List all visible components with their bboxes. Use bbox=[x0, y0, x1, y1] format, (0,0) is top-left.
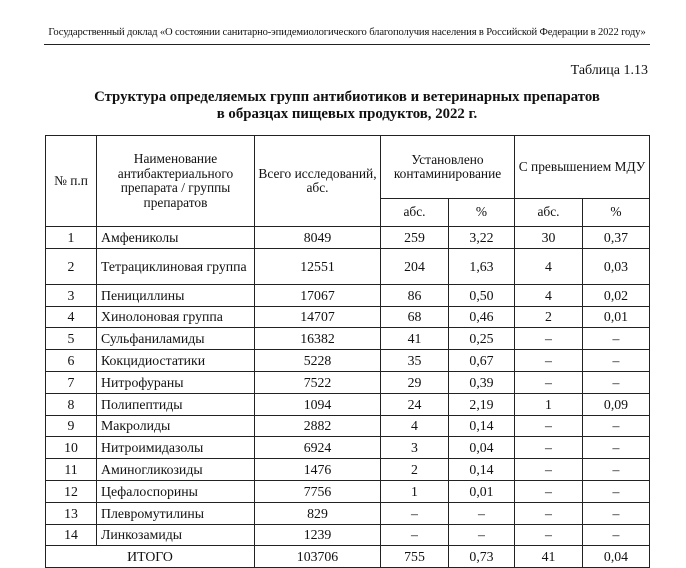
cell-name: Линкозамиды bbox=[97, 524, 255, 546]
cell-cont-abs: – bbox=[381, 524, 449, 546]
cell-num: 12 bbox=[46, 480, 97, 502]
column-header-name: Наименование антибактериального препарата / группы препаратов bbox=[97, 136, 255, 227]
cell-num: 8 bbox=[46, 393, 97, 415]
table-row bbox=[46, 371, 650, 393]
cell-exc-pct: – bbox=[583, 371, 650, 393]
table-row bbox=[46, 524, 650, 546]
total-exc-pct: 0,04 bbox=[583, 546, 650, 568]
table-header-row bbox=[46, 136, 650, 199]
cell-exc-pct: – bbox=[583, 480, 650, 502]
cell-exc-pct: – bbox=[583, 350, 650, 372]
cell-exc-abs: – bbox=[515, 415, 583, 437]
cell-exc-abs: – bbox=[515, 371, 583, 393]
cell-name: Макролиды bbox=[97, 415, 255, 437]
cell-num: 4 bbox=[46, 306, 97, 328]
cell-exc-pct: 0,01 bbox=[583, 306, 650, 328]
total-cont-pct: 0,73 bbox=[449, 546, 515, 568]
cell-cont-abs: 35 bbox=[381, 350, 449, 372]
cell-cont-pct: 0,14 bbox=[449, 459, 515, 481]
cell-total: 7756 bbox=[255, 480, 381, 502]
cell-num: 11 bbox=[46, 459, 97, 481]
total-total: 103706 bbox=[255, 546, 381, 568]
cell-num: 7 bbox=[46, 371, 97, 393]
column-header-cont-abs: абс. bbox=[381, 199, 449, 227]
cell-exc-pct: – bbox=[583, 415, 650, 437]
column-header-exc-abs: абс. bbox=[515, 199, 583, 227]
table-row bbox=[46, 306, 650, 328]
cell-name: Сульфаниламиды bbox=[97, 328, 255, 350]
cell-exc-pct: – bbox=[583, 524, 650, 546]
cell-total: 7522 bbox=[255, 371, 381, 393]
cell-name: Хинолоновая группа bbox=[97, 306, 255, 328]
total-cont-abs: 755 bbox=[381, 546, 449, 568]
cell-cont-pct: 0,04 bbox=[449, 437, 515, 459]
table-number: Таблица 1.13 bbox=[570, 63, 648, 78]
cell-num: 10 bbox=[46, 437, 97, 459]
cell-exc-abs: – bbox=[515, 350, 583, 372]
cell-total: 17067 bbox=[255, 284, 381, 306]
table-row bbox=[46, 437, 650, 459]
column-header-exceed: С превышением МДУ bbox=[515, 136, 650, 199]
cell-name: Плевромутилины bbox=[97, 502, 255, 524]
cell-cont-abs: 41 bbox=[381, 328, 449, 350]
antibiotics-table bbox=[45, 135, 650, 568]
cell-name: Полипептиды bbox=[97, 393, 255, 415]
cell-total: 2882 bbox=[255, 415, 381, 437]
table-row bbox=[46, 328, 650, 350]
cell-total: 1094 bbox=[255, 393, 381, 415]
table-row bbox=[46, 480, 650, 502]
table-row bbox=[46, 393, 650, 415]
cell-total: 5228 bbox=[255, 350, 381, 372]
cell-name: Нитрофураны bbox=[97, 371, 255, 393]
cell-cont-abs: 259 bbox=[381, 227, 449, 249]
cell-cont-abs: 86 bbox=[381, 284, 449, 306]
running-header: Государственный доклад «О состоянии санитарно-эпидемиологического благополучия населения в Российской Федерации в 2022 году» bbox=[48, 27, 646, 38]
cell-cont-abs: 2 bbox=[381, 459, 449, 481]
cell-cont-abs: 68 bbox=[381, 306, 449, 328]
cell-exc-pct: 0,03 bbox=[583, 248, 650, 284]
total-exc-abs: 41 bbox=[515, 546, 583, 568]
cell-exc-pct: 0,37 bbox=[583, 227, 650, 249]
cell-num: 1 bbox=[46, 227, 97, 249]
cell-exc-abs: 2 bbox=[515, 306, 583, 328]
cell-num: 2 bbox=[46, 248, 97, 284]
column-header-exc-pct: % bbox=[583, 199, 650, 227]
cell-exc-abs: – bbox=[515, 480, 583, 502]
cell-cont-pct: – bbox=[449, 524, 515, 546]
cell-total: 14707 bbox=[255, 306, 381, 328]
table-row bbox=[46, 459, 650, 481]
cell-name: Пенициллины bbox=[97, 284, 255, 306]
cell-name: Аминогликозиды bbox=[97, 459, 255, 481]
cell-cont-abs: 1 bbox=[381, 480, 449, 502]
cell-cont-pct: 2,19 bbox=[449, 393, 515, 415]
table-row bbox=[46, 415, 650, 437]
cell-exc-abs: – bbox=[515, 502, 583, 524]
cell-exc-abs: – bbox=[515, 524, 583, 546]
cell-exc-abs: 4 bbox=[515, 248, 583, 284]
cell-num: 3 bbox=[46, 284, 97, 306]
cell-cont-pct: 3,22 bbox=[449, 227, 515, 249]
cell-exc-pct: – bbox=[583, 437, 650, 459]
cell-exc-abs: 4 bbox=[515, 284, 583, 306]
cell-exc-abs: – bbox=[515, 437, 583, 459]
cell-name: Нитроимидазолы bbox=[97, 437, 255, 459]
cell-name: Цефалоспорины bbox=[97, 480, 255, 502]
cell-total: 1476 bbox=[255, 459, 381, 481]
cell-num: 9 bbox=[46, 415, 97, 437]
table-title-line-2: в образцах пищевых продуктов, 2022 г. bbox=[216, 106, 478, 122]
cell-exc-abs: 1 bbox=[515, 393, 583, 415]
table-row bbox=[46, 227, 650, 249]
cell-total: 6924 bbox=[255, 437, 381, 459]
cell-name: Амфениколы bbox=[97, 227, 255, 249]
cell-cont-pct: 0,39 bbox=[449, 371, 515, 393]
table-title bbox=[44, 89, 650, 123]
cell-cont-pct: – bbox=[449, 502, 515, 524]
cell-exc-abs: 30 bbox=[515, 227, 583, 249]
cell-exc-pct: – bbox=[583, 502, 650, 524]
cell-cont-abs: – bbox=[381, 502, 449, 524]
cell-exc-pct: – bbox=[583, 459, 650, 481]
total-label: ИТОГО bbox=[46, 546, 255, 568]
cell-cont-pct: 0,50 bbox=[449, 284, 515, 306]
column-header-cont-pct: % bbox=[449, 199, 515, 227]
cell-num: 14 bbox=[46, 524, 97, 546]
cell-num: 6 bbox=[46, 350, 97, 372]
cell-cont-pct: 0,46 bbox=[449, 306, 515, 328]
cell-total: 1239 bbox=[255, 524, 381, 546]
cell-num: 5 bbox=[46, 328, 97, 350]
cell-name: Тетрациклиновая группа bbox=[97, 248, 255, 284]
header-divider bbox=[44, 44, 650, 45]
cell-total: 829 bbox=[255, 502, 381, 524]
cell-cont-abs: 29 bbox=[381, 371, 449, 393]
cell-cont-pct: 0,14 bbox=[449, 415, 515, 437]
cell-exc-pct: 0,09 bbox=[583, 393, 650, 415]
cell-cont-abs: 3 bbox=[381, 437, 449, 459]
table-row bbox=[46, 350, 650, 372]
cell-cont-abs: 24 bbox=[381, 393, 449, 415]
cell-cont-pct: 0,67 bbox=[449, 350, 515, 372]
cell-exc-pct: 0,02 bbox=[583, 284, 650, 306]
cell-total: 12551 bbox=[255, 248, 381, 284]
cell-cont-pct: 0,25 bbox=[449, 328, 515, 350]
cell-exc-abs: – bbox=[515, 459, 583, 481]
table-row bbox=[46, 284, 650, 306]
table-row bbox=[46, 502, 650, 524]
column-header-contaminated: Установлено контаминирование bbox=[381, 136, 515, 199]
cell-num: 13 bbox=[46, 502, 97, 524]
cell-name: Кокцидиостатики bbox=[97, 350, 255, 372]
cell-cont-abs: 4 bbox=[381, 415, 449, 437]
cell-cont-pct: 1,63 bbox=[449, 248, 515, 284]
cell-cont-abs: 204 bbox=[381, 248, 449, 284]
cell-exc-abs: – bbox=[515, 328, 583, 350]
cell-total: 16382 bbox=[255, 328, 381, 350]
cell-exc-pct: – bbox=[583, 328, 650, 350]
cell-total: 8049 bbox=[255, 227, 381, 249]
table-row bbox=[46, 248, 650, 284]
column-header-num: № п.п bbox=[46, 136, 97, 227]
cell-cont-pct: 0,01 bbox=[449, 480, 515, 502]
column-header-total: Всего исследований, абс. bbox=[255, 136, 381, 227]
table-title-line-1: Структура определяемых групп антибиотиков и ветеринарных препаратов bbox=[94, 89, 600, 105]
